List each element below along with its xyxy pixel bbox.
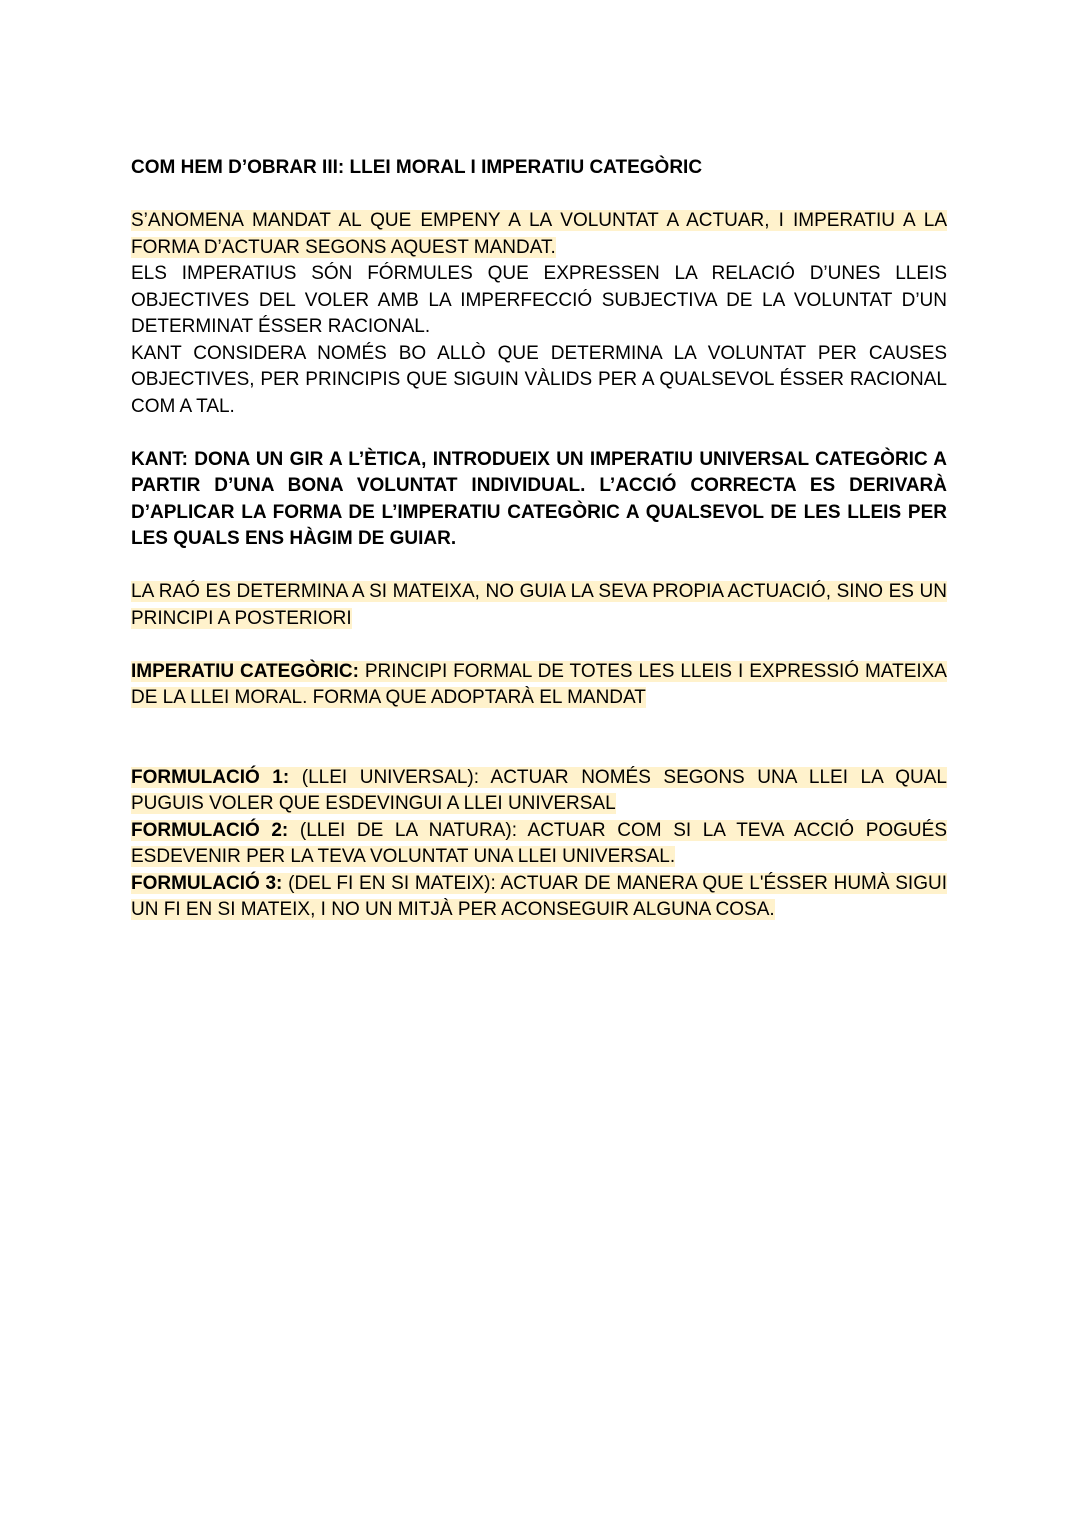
formulacio-text: (LLEI UNIVERSAL): ACTUAR NOMÉS SEGONS UNA LLEI LA QUAL PUGUIS VOLER QUE ESDEVINGUI A LLEI UNIVERSAL [131,766,948,814]
term-label: IMPERATIU CATEGÒRIC: [131,660,359,682]
paragraph-mandat [131,208,947,261]
paragraph-rao [131,579,947,632]
document-title: COM HEM D’OBRAR III: LLEI MORAL I IMPERATIU CATEGÒRIC [131,157,703,178]
formulacio-label: FORMULACIÓ 2: [131,819,289,841]
paragraph-imperatiu-categoric [131,659,947,712]
spacer [131,632,947,659]
highlighted-text [131,873,947,921]
paragraph-formulacio-1 [131,765,947,818]
highlighted-text: LA RAÓ ES DETERMINA A SI MATEIXA, NO GUIA LA SEVA PROPIA ACTUACIÓ, SINO ES UN PRINCIPI A POSTERIORI [131,581,947,629]
formulacio-label: FORMULACIÓ 1: [131,766,290,788]
highlighted-text [131,767,947,815]
highlighted-text [131,661,947,709]
spacer [131,712,947,765]
formulacio-label: FORMULACIÓ 3: [131,872,283,894]
paragraph-imperatius: ELS IMPERATIUS SÓN FÓRMULES QUE EXPRESSEN LA RELACIÓ D’UNES LLEIS OBJECTIVES DEL VOLER AMB LA IMPERFECCIÓ SUBJECTIVA DE LA VOLUNTAT D’UN DETERMINAT ÉSSER RACIONAL. [131,263,947,337]
spacer [131,420,947,447]
formulacio-text: (DEL FI EN SI MATEIX): ACTUAR DE MANERA QUE L'ÉSSER HUMÀ SIGUI UN FI EN SI MATEIX, I NO UN MITJÀ PER ACONSEGUIR ALGUNA COSA. [131,872,947,920]
spacer [131,553,947,580]
paragraph-kant-considera: KANT CONSIDERA NOMÉS BO ALLÒ QUE DETERMINA LA VOLUNTAT PER CAUSES OBJECTIVES, PER PRINCIPIS QUE SIGUIN VÀLIDS PER A QUALSEVOL ÉSSER RACIONAL COM A TAL. [131,342,947,417]
formulacio-text: (LLEI DE LA NATURA): ACTUAR COM SI LA TEVA ACCIÓ POGUÉS ESDEVENIR PER LA TEVA VOLUNTAT UNA LLEI UNIVERSAL. [131,819,947,867]
paragraph-formulacio-3 [131,871,947,924]
paragraph-kant-gir: KANT: DONA UN GIR A L’ÈTICA, INTRODUEIX UN IMPERATIU UNIVERSAL CATEGÒRIC A PARTIR D’UNA BONA VOLUNTAT INDIVIDUAL. L’ACCIÓ CORRECTA ES DERIVARÀ D’APLICAR LA FORMA DE L’IMPERATIU CATEGÒRIC A QUALSEVOL DE LES LLEIS PER LES QUALS ENS HÀGIM DE GUIAR. [131,448,947,549]
highlighted-text: S’ANOMENA MANDAT AL QUE EMPENY A LA VOLUNTAT A ACTUAR, I IMPERATIU A LA FORMA D’ACTUAR SEGONS AQUEST MANDAT. [131,210,947,258]
term-definition: PRINCIPI FORMAL DE TOTES LES LLEIS I EXPRESSIÓ MATEIXA DE LA LLEI MORAL. FORMA QUE ADOPTARÀ EL MANDAT [131,660,947,708]
document-page [131,155,947,924]
spacer [131,182,947,209]
paragraph-formulacio-2 [131,818,947,871]
highlighted-text [131,820,947,868]
